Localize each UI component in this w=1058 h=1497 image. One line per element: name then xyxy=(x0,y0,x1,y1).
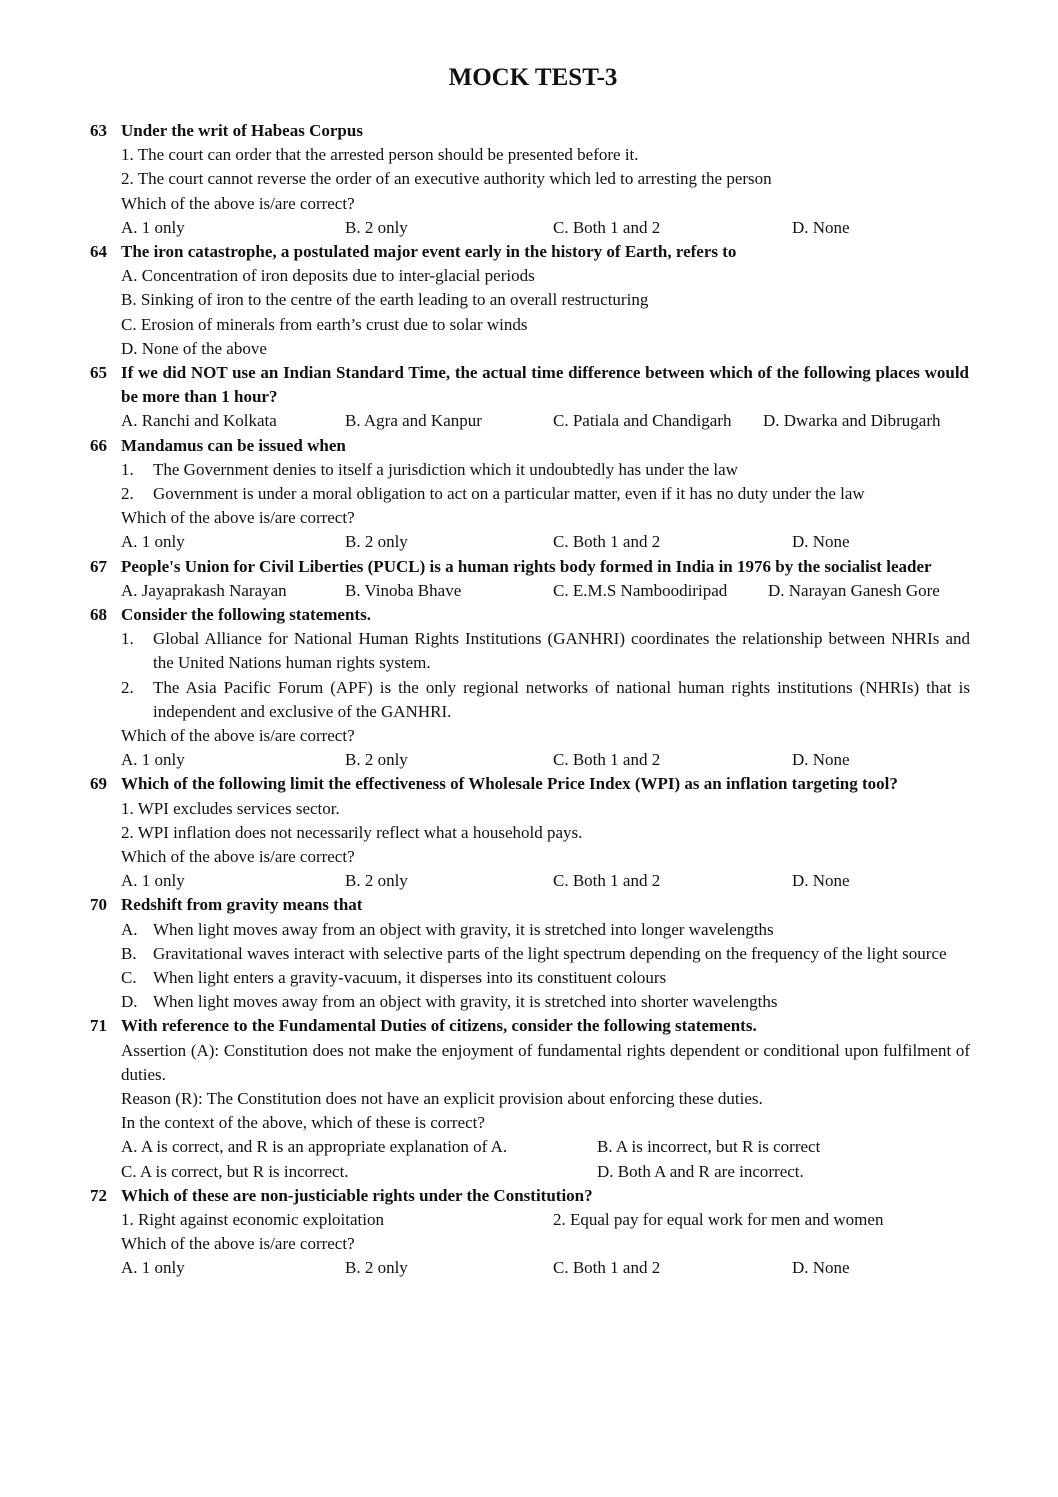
list-item xyxy=(121,676,970,724)
question-70 xyxy=(90,893,970,1014)
answer-option[interactable]: B. 2 only xyxy=(345,871,408,891)
answer-option[interactable]: D. None xyxy=(792,871,850,891)
question-71 xyxy=(90,1014,970,1183)
statement-line: 2. WPI inflation does not necessarily reflect what a household pays. xyxy=(121,822,583,842)
question-text: People's Union for Civil Liberties (PUCL) is a human rights body formed in India in 1976 by the socialist leader xyxy=(121,556,932,576)
question-stem xyxy=(90,555,970,579)
question-stem xyxy=(90,361,970,409)
answer-option[interactable]: D. None xyxy=(792,217,850,237)
answer-option[interactable]: C. Patiala and Chandigarh xyxy=(553,411,732,431)
answer-option[interactable]: B. 2 only xyxy=(345,1258,408,1278)
answer-option[interactable]: B. 2 only xyxy=(345,750,408,770)
options-row xyxy=(121,1135,970,1159)
list-item-text: Government is under a moral obligation to act on a particular matter, even if it has no duty under the law xyxy=(153,484,865,504)
question-stem xyxy=(90,772,970,796)
list-marker: 1. xyxy=(121,629,134,649)
question-67 xyxy=(90,555,970,603)
question-number: 66 xyxy=(90,435,107,455)
options-row xyxy=(121,1208,970,1232)
list-marker: A. xyxy=(121,919,138,939)
question-stem xyxy=(90,119,970,143)
question-number: 71 xyxy=(90,1016,107,1036)
question-number: 65 xyxy=(90,363,107,383)
answer-option[interactable]: A. 1 only xyxy=(121,750,185,770)
answer-option[interactable]: C. A is correct, but R is incorrect. xyxy=(121,1161,349,1181)
list-item-text: The Government denies to itself a jurisdiction which it undoubtedly has under the law xyxy=(153,459,738,479)
question-text: The iron catastrophe, a postulated major event early in the history of Earth, refers to xyxy=(121,242,737,261)
list-item-text: Global Alliance for National Human Rights Institutions (GANHRI) coordinates the relationship between NHRIs and the United Nations human rights system. xyxy=(153,629,970,673)
options-row xyxy=(121,1160,970,1184)
statement-line: Which of the above is/are correct? xyxy=(121,1234,355,1254)
answer-option[interactable]: A. 1 only xyxy=(121,871,185,891)
list-marker: 1. xyxy=(121,459,134,479)
question-number: 69 xyxy=(90,774,107,794)
question-number: 68 xyxy=(90,605,107,624)
statement-line: B. Sinking of iron to the centre of the earth leading to an overall restructuring xyxy=(121,290,649,310)
options-row xyxy=(121,579,970,603)
list-item-text: The Asia Pacific Forum (APF) is the only regional networks of national human rights institutions (NHRIs) that is independent and exclusive of the GANHRI. xyxy=(153,677,970,721)
statement-line: D. None of the above xyxy=(121,338,267,358)
answer-option[interactable]: D. Both A and R are incorrect. xyxy=(597,1161,804,1181)
list-item xyxy=(121,942,970,966)
question-number: 63 xyxy=(90,121,107,140)
options-row xyxy=(121,748,970,772)
answer-option[interactable]: B. Agra and Kanpur xyxy=(345,411,482,431)
answer-option[interactable]: C. E.M.S Namboodiripad xyxy=(553,580,728,600)
statement-line: Which of the above is/are correct? xyxy=(121,508,355,528)
answer-option[interactable]: D. Narayan Ganesh Gore xyxy=(768,580,940,600)
options-row xyxy=(121,409,970,433)
answer-option[interactable]: B. A is incorrect, but R is correct xyxy=(597,1137,821,1157)
list-item xyxy=(121,990,970,1014)
answer-option[interactable]: B. 2 only xyxy=(345,532,408,552)
answer-option[interactable]: D. Dwarka and Dibrugarh xyxy=(763,411,941,431)
list-marker: C. xyxy=(121,968,137,988)
question-text: Redshift from gravity means that xyxy=(121,895,363,915)
question-68 xyxy=(90,603,970,772)
question-66 xyxy=(90,434,970,555)
statement-line: Which of the above is/are correct? xyxy=(121,193,355,213)
list-marker: 2. xyxy=(121,484,134,504)
list-item xyxy=(121,458,970,482)
page-title: MOCK TEST-3 xyxy=(448,64,618,91)
question-text: Consider the following statements. xyxy=(121,605,371,624)
answer-option[interactable]: C. Both 1 and 2 xyxy=(553,532,661,552)
question-number: 67 xyxy=(90,556,107,576)
question-text: Which of these are non-justiciable rights under the Constitution? xyxy=(121,1185,593,1205)
question-text: Mandamus can be issued when xyxy=(121,435,346,455)
list-item-text: Gravitational waves interact with selective parts of the light spectrum depending on the frequency of the light source xyxy=(153,943,947,963)
list-marker: 2. xyxy=(121,677,134,697)
statement-line: A. Concentration of iron deposits due to inter-glacial periods xyxy=(121,266,535,286)
list-item xyxy=(121,482,970,506)
answer-option[interactable]: A. 1 only xyxy=(121,1258,185,1278)
answer-option[interactable]: A. A is correct, and R is an appropriate explanation of A. xyxy=(121,1137,508,1157)
statement-line: Which of the above is/are correct? xyxy=(121,726,355,746)
statement-line: 1. WPI excludes services sector. xyxy=(121,798,340,818)
list-item-text: When light moves away from an object with gravity, it is stretched into shorter wavelengths xyxy=(153,992,778,1012)
answer-option[interactable]: B. 2 only xyxy=(345,217,408,237)
question-69 xyxy=(90,772,970,893)
statement-line: Which of the above is/are correct? xyxy=(121,847,355,867)
answer-option[interactable]: D. None xyxy=(792,750,850,770)
question-number: 70 xyxy=(90,895,107,915)
options-row xyxy=(121,216,970,240)
statement: 1. Right against economic exploitation xyxy=(121,1210,384,1230)
question-number: 64 xyxy=(90,242,107,261)
question-64 xyxy=(90,240,970,361)
list-item-text: When light moves away from an object with gravity, it is stretched into longer wavelengths xyxy=(153,919,774,939)
statement-line: In the context of the above, which of these is correct? xyxy=(121,1113,485,1133)
answer-option[interactable]: A. 1 only xyxy=(121,532,185,552)
answer-option[interactable]: B. Vinoba Bhave xyxy=(345,580,462,600)
question-stem xyxy=(90,1184,970,1208)
statement-line: Reason (R): The Constitution does not have an explicit provision about enforcing these duties. xyxy=(121,1089,763,1109)
statement-line: C. Erosion of minerals from earth’s crust due to solar winds xyxy=(121,314,528,334)
answer-option[interactable]: C. Both 1 and 2 xyxy=(553,1258,661,1278)
answer-option[interactable]: C. Both 1 and 2 xyxy=(553,217,661,237)
list-item-text: When light enters a gravity-vacuum, it disperses into its constituent colours xyxy=(153,968,667,988)
answer-option[interactable]: A. Jayaprakash Narayan xyxy=(121,580,287,600)
statement-line: 2. The court cannot reverse the order of an executive authority which led to arresting the person xyxy=(121,169,772,189)
question-list xyxy=(90,119,970,1281)
list-item xyxy=(121,918,970,942)
question-text: Under the writ of Habeas Corpus xyxy=(121,121,363,140)
list-marker: D. xyxy=(121,992,138,1012)
list-item xyxy=(121,627,970,675)
options-row xyxy=(121,1256,970,1280)
list-marker: B. xyxy=(121,943,137,963)
question-stem xyxy=(90,893,970,917)
answer-option[interactable]: C. Both 1 and 2 xyxy=(553,750,661,770)
question-63 xyxy=(90,119,970,240)
question-stem xyxy=(90,603,970,627)
answer-option[interactable]: C. Both 1 and 2 xyxy=(553,871,661,891)
paragraph: Assertion (A): Constitution does not make the enjoyment of fundamental rights dependent or conditional upon fulfilment of duties. xyxy=(121,1040,970,1084)
statement: 2. Equal pay for equal work for men and women xyxy=(553,1210,884,1230)
answer-option[interactable]: A. 1 only xyxy=(121,217,185,237)
statement-line: 1. The court can order that the arrested person should be presented before it. xyxy=(121,145,639,165)
question-text: With reference to the Fundamental Duties of citizens, consider the following statements. xyxy=(121,1016,757,1036)
question-stem xyxy=(90,434,970,458)
answer-option[interactable]: A. Ranchi and Kolkata xyxy=(121,411,277,431)
options-row xyxy=(121,530,970,554)
question-number: 72 xyxy=(90,1185,107,1205)
question-stem xyxy=(90,1014,970,1038)
question-stem xyxy=(90,240,970,264)
list-item xyxy=(121,966,970,990)
answer-option[interactable]: D. None xyxy=(792,1258,850,1278)
options-row xyxy=(121,869,970,893)
question-text: Which of the following limit the effectiveness of Wholesale Price Index (WPI) as an inflation targeting tool? xyxy=(121,774,898,794)
answer-option[interactable]: D. None xyxy=(792,532,850,552)
question-72 xyxy=(90,1184,970,1281)
question-text: If we did NOT use an Indian Standard Time, the actual time difference between which of the following places would be more than 1 hour? xyxy=(121,363,969,407)
question-65 xyxy=(90,361,970,434)
